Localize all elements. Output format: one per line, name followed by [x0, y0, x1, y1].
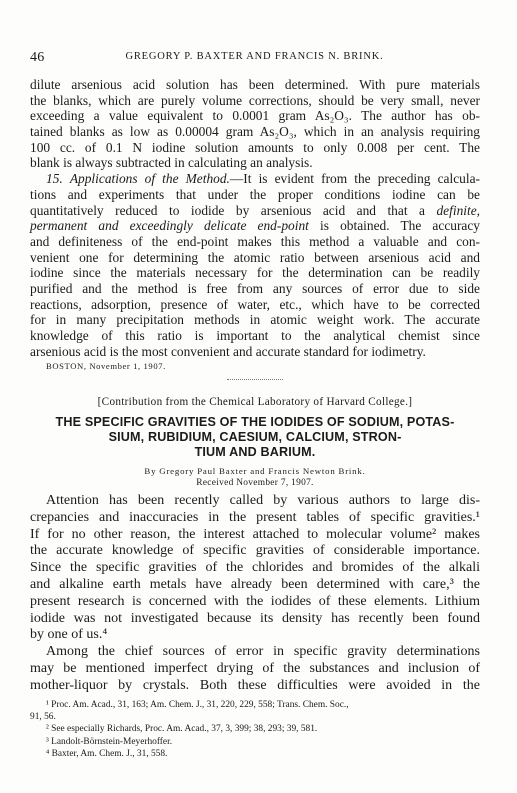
second-paragraph — [30, 644, 480, 694]
text-line: If for no other reason, the interest attached to molecular volume² makes — [30, 526, 480, 542]
text-fragment: quantitatively reduced to iodide by arsenious acid and that a — [30, 202, 437, 218]
received-date: Received November 7, 1907. — [196, 478, 314, 489]
text-line: knowledge of this ratio is important to the analytical chemist since — [30, 328, 480, 343]
text-line: blank is always subtracted in calculating an analysis. — [30, 155, 313, 171]
section-divider — [227, 379, 283, 381]
text-line: Attention has been recently called by various authors to large dis- — [46, 493, 480, 509]
intro-paragraph — [30, 493, 480, 644]
page-body — [30, 77, 480, 760]
footnote-continuation: 91, 56. — [30, 711, 56, 722]
text-line: mother-liquor by crystals. Both these difficulties were avoided in the — [30, 677, 480, 693]
text-line: iodine since the materials necessary for the determination can be readily — [30, 265, 480, 281]
continuation-paragraph — [30, 77, 480, 171]
footnote: ¹ Proc. Am. Acad., 31, 163; Am. Chem. J., 31, 220, 229, 558; Trans. Chem. Soc., — [46, 699, 349, 710]
page-number: 46 — [30, 50, 45, 65]
article-title — [30, 415, 480, 460]
footnote: ⁴ Baxter, Am. Chem. J., 31, 558. — [46, 748, 168, 759]
text-line: crepancies and inaccuracies in the present tables of specific gravities.¹ — [30, 509, 480, 525]
running-title: GREGORY P. BAXTER AND FRANCIS N. BRINK. — [125, 51, 384, 62]
text-line: Since the specific gravities of the chlorides and bromides of the alkali — [30, 560, 480, 576]
title-line: SIUM, RUBIDIUM, CAESIUM, CALCIUM, STRON- — [108, 430, 402, 445]
text-line: may be mentioned imperfect drying of the substances and inclusion of — [30, 661, 480, 677]
text-line: iodide was not investigated because its density has recently been found — [30, 610, 480, 626]
text-line: tions and experiments that under the proper conditions iodine can be — [30, 186, 480, 202]
text-fragment: —It is evident from the preceding calcula- — [229, 171, 480, 187]
text-line: the accurate knowledge of specific gravities of considerable importance. — [30, 543, 480, 559]
signature-line: BOSTON, November 1, 1907. — [46, 361, 166, 372]
text-line: arsenious acid is the most convenient and accurate standard for iodimetry. — [30, 343, 426, 359]
text-line: Among the chief sources of error in specific gravity determinations — [46, 644, 480, 660]
authors-line: By Gregory Paul Baxter and Francis Newton Brink. — [144, 466, 366, 477]
text-line — [30, 203, 480, 219]
title-line: THE SPECIFIC GRAVITIES OF THE IODIDES OF SODIUM, POTAS- — [55, 415, 455, 430]
text-line: and definiteness of the end-point makes this method a valuable and con- — [30, 233, 480, 249]
section-number: 15. — [46, 171, 63, 187]
footnote: ² See especially Richards, Proc. Am. Acad., 37, 3, 399; 38, 293; 39, 581. — [46, 724, 318, 735]
title-line: TIUM AND BARIUM. — [194, 445, 316, 460]
text-line: purified and the method is free from any sources of error due to side — [30, 280, 480, 296]
section-heading: Applications of the Method. — [69, 171, 230, 187]
text-line: exceeding a value equivalent to 0.0001 gram As₂O₃. The author has ob- — [30, 108, 480, 124]
text-line: by one of us.⁴ — [30, 627, 108, 643]
text-line: for in many precipitation methods in atomic weight work. The accurate — [30, 312, 480, 328]
text-fragment: is obtained. The accuracy — [308, 218, 480, 234]
text-line: the blanks, which are purely volume corrections, should be very small, never — [30, 92, 480, 108]
section-15 — [30, 171, 480, 372]
italic-term: definite, — [436, 202, 480, 218]
text-line — [30, 218, 480, 234]
footnotes — [30, 699, 480, 760]
section-heading-line — [30, 171, 480, 187]
text-line: dilute arsenious acid solution has been determined. With pure materials — [30, 77, 480, 92]
text-line: 100 cc. of 0.1 N iodine solution amounts to only 0.008 per cent. The — [30, 139, 480, 155]
text-line: present research is concerned with the iodides of these elements. Lithium — [30, 593, 480, 609]
footnote: ³ Landolt-Börnstein-Meyerhoffer. — [46, 736, 173, 747]
text-line: reactions, adsorption, presence of water, etc., which have to be corrected — [30, 296, 480, 312]
text-line: tained blanks as low as 0.00004 gram As₂O₃, which in an analysis requiring — [30, 124, 480, 140]
text-line: and alkaline earth metals have already been determined with care,³ the — [30, 577, 480, 593]
italic-term: permanent and exceedingly delicate end-point — [30, 218, 309, 234]
text-line: venient one for determining the atomic ratio between arsenious acid and — [30, 249, 480, 265]
contribution-note: [Contribution from the Chemical Laboratory of Harvard College.] — [97, 396, 413, 409]
